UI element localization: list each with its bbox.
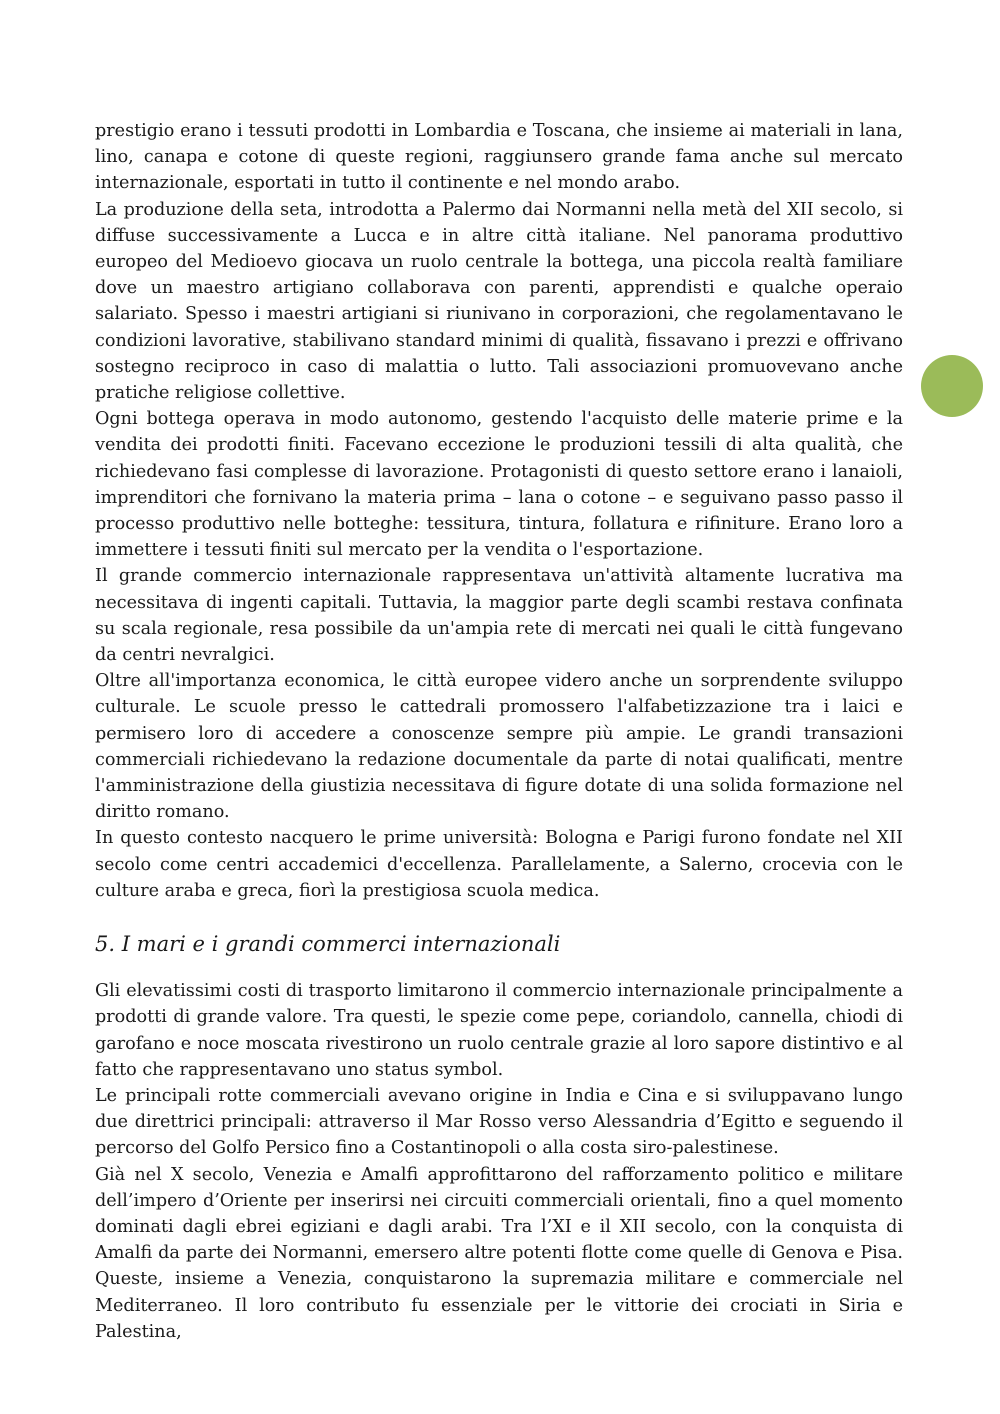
paragraph-maritime-republics: Già nel X secolo, Venezia e Amalfi approfittarono del rafforzamento politico e militare dell’impero d’Oriente per inserirsi nei circuiti commerciali orientali, fino a quel momento dominati dagli ebrei egiziani e dagli arabi. Tra l’XI e il XII secolo, con la conquista di Amalfi da parte dei Normanni, emersero altre potenti flotte come quelle di Genova e Pisa. Queste, insieme a Venezia, conquistarono la supremazia militare e commerciale nel Mediterraneo. Il loro contributo fu essenziale per le vittorie dei crociati in Siria e Palestina,: [95, 1164, 903, 1342]
paragraph-universities: In questo contesto nacquero le prime università: Bologna e Parigi furono fondate nel XII secolo come centri accademici d'eccellenza. Parallelamente, a Salerno, crocevia con le culture araba e greca, fiorì la prestigiosa scuola medica.: [95, 828, 903, 901]
paragraph-textiles: prestigio erano i tessuti prodotti in Lombardia e Toscana, che insieme ai materiali in lana, lino, canapa e cotone di queste regioni, raggiunsero grande fama anche sul mercato internazionale, esportati in tutto il continente e nel mondo arabo.: [95, 121, 903, 194]
paragraph-cultural-development: Oltre all'importanza economica, le città europee videro anche un sorprendente sviluppo culturale. Le scuole presso le cattedrali promossero l'alfabetizzazione tra i laici e permisero loro di accedere a conoscenze sempre più ampie. Le grandi transazioni commerciali richiedevano la redazione documentale da parte di notai qualificati, mentre l'amministrazione della giustizia necessitava di figure dotate di una solida formazione nel diritto romano.: [95, 671, 903, 823]
paragraph-spices: Gli elevatissimi costi di trasporto limitarono il commercio internazionale principalmente a prodotti di grande valore. Tra questi, le spezie come pepe, coriandolo, cannella, chiodi di garofano e noce moscata rivestirono un ruolo centrale grazie al loro sapore distintivo e al fatto che rappresentavano uno status symbol.: [95, 981, 903, 1080]
decorative-green-circle: [921, 355, 983, 417]
paragraph-international-trade: Il grande commercio internazionale rappresentava un'attività altamente lucrativa ma necessitava di ingenti capitali. Tuttavia, la maggior parte degli scambi restava confinata su scala regionale, resa possibile da un'ampia rete di mercati nei quali le città fungevano da centri nevralgici.: [95, 566, 903, 666]
section-heading: 5. I mari e i grandi commerci internazionali: [95, 932, 561, 957]
paragraph-silk-and-guilds: La produzione della seta, introdotta a Palermo dai Normanni nella metà del XII secolo, si diffuse successivamente a Lucca e in altre città italiane. Nel panorama produttivo europeo del Medioevo giocava un ruolo centrale la bottega, una piccola realtà familiare dove un maestro artigiano collaborava con parenti, apprendisti e qualche operaio salariato. Spesso i maestri artigiani si riunivano in corporazioni, che regolamentavano le condizioni lavorative, stabilivano standard minimi di qualità, fissavano i prezzi e offrivano sostegno reciproco in caso di malattia o lutto. Tali associazioni promuovevano anche pratiche religiose collettive.: [95, 199, 903, 404]
page-body: [95, 118, 903, 1345]
paragraph-trade-routes: Le principali rotte commerciali avevano origine in India e Cina e si sviluppavano lungo due direttrici principali: attraverso il Mar Rosso verso Alessandria d’Egitto e seguendo il percorso del Golfo Persico fino a Costantinopoli o alla costa siro-palestinese.: [95, 1085, 903, 1159]
paragraph-bottega: Ogni bottega operava in modo autonomo, gestendo l'acquisto delle materie prime e la vendita dei prodotti finiti. Facevano eccezione le produzioni tessili di alta qualità, che richiedevano fasi complesse di lavorazione. Protagonisti di questo settore erano i lanaioli, imprenditori che fornivano la materia prima – lana o cotone – e seguivano passo passo il processo produttivo nelle botteghe: tessitura, tintura, follatura e rifiniture. Erano loro a immettere i tessuti finiti sul mercato per la vendita o l'esportazione.: [95, 409, 903, 561]
